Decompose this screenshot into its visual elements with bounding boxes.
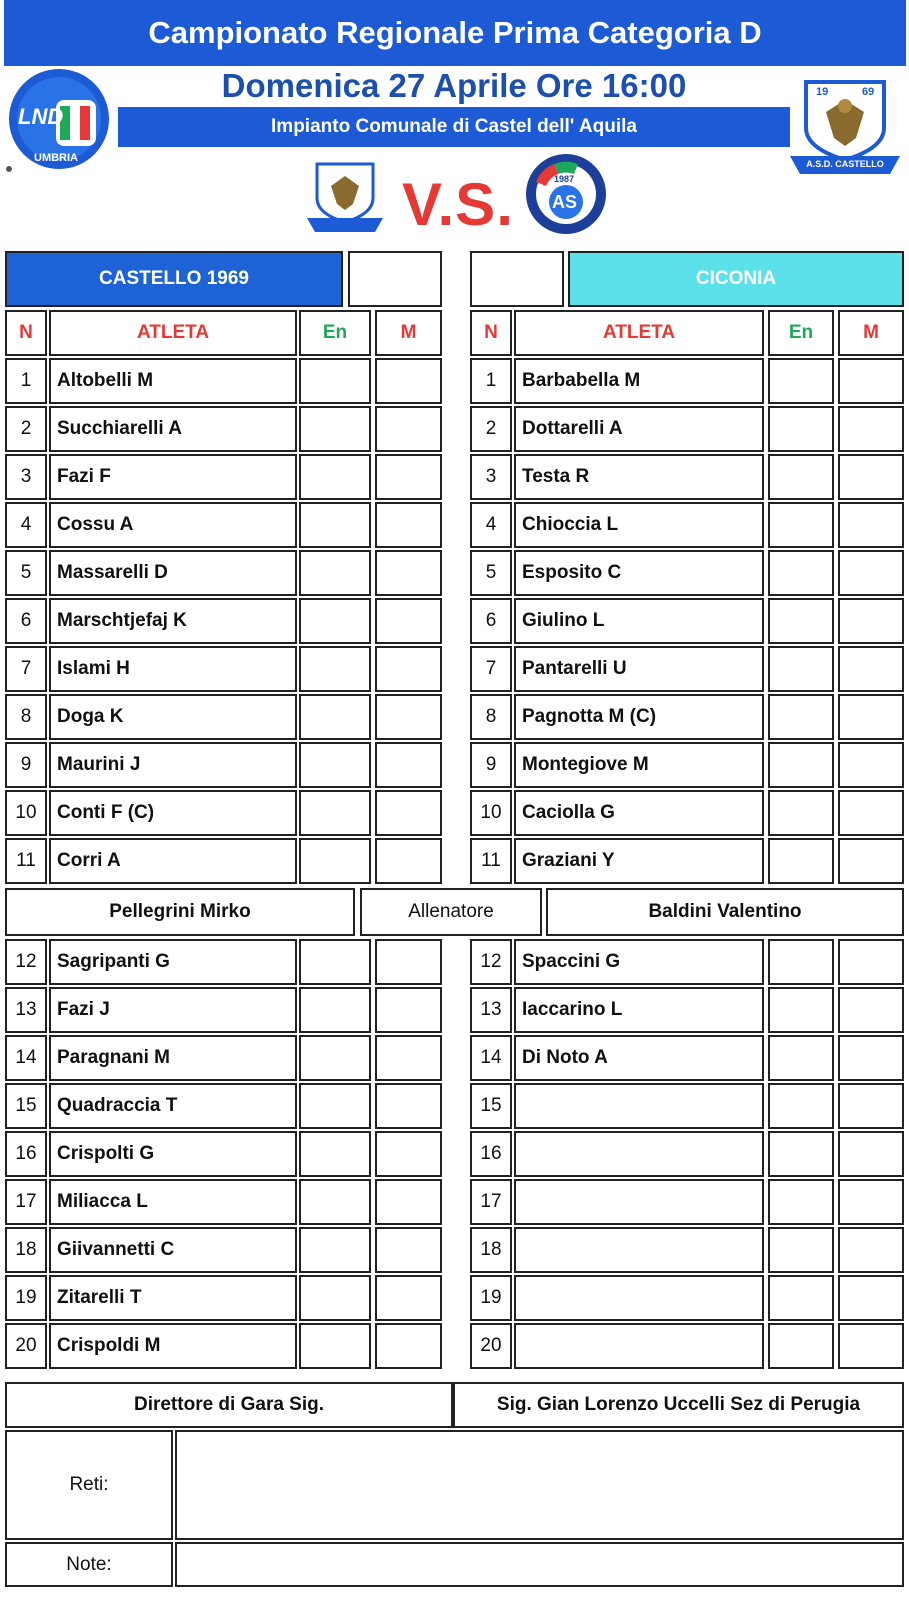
player-name: Chioccia L <box>522 514 619 535</box>
away-row-number-cell <box>470 598 512 644</box>
home-entry-cell[interactable] <box>299 454 371 500</box>
home-minute-cell[interactable] <box>375 454 442 500</box>
away-player-name-cell <box>514 1035 764 1081</box>
player-name <box>516 1133 762 1175</box>
header-m-label: M <box>863 322 879 343</box>
away-coach-box <box>546 888 904 936</box>
away-player-name-cell <box>514 646 764 692</box>
notes-field[interactable] <box>175 1542 904 1587</box>
away-minute-cell[interactable] <box>838 790 904 836</box>
player-name: Giulino L <box>522 610 605 631</box>
player-name: Cossu A <box>57 514 134 535</box>
away-player-name-cell <box>514 1131 764 1177</box>
home-entry-cell[interactable] <box>299 1179 371 1225</box>
crest-year-left: 19 <box>816 86 829 98</box>
home-row-number-cell <box>5 939 47 985</box>
player-name <box>516 1277 762 1319</box>
ciconia-initials: AS <box>552 192 578 212</box>
home-entry-cell[interactable] <box>299 694 371 740</box>
away-row-number-cell <box>470 742 512 788</box>
row-number: 17 <box>15 1191 37 1212</box>
coach-label: Allenatore <box>408 901 494 922</box>
home-player-name-cell <box>49 1227 297 1273</box>
home-minute-cell[interactable] <box>375 1323 442 1369</box>
away-header-m <box>838 310 904 356</box>
row-number: 18 <box>480 1239 502 1260</box>
home-minute-cell[interactable] <box>375 742 442 788</box>
home-minute-cell[interactable] <box>375 598 442 644</box>
row-number: 10 <box>15 802 37 823</box>
away-minute-cell[interactable] <box>838 1083 904 1129</box>
player-name: Paragnani M <box>57 1047 170 1068</box>
home-minute-cell[interactable] <box>375 1035 442 1081</box>
player-name: Corri A <box>57 850 121 871</box>
home-row-number-cell <box>5 646 47 692</box>
row-number: 7 <box>485 658 497 679</box>
away-row-number-cell <box>470 1083 512 1129</box>
away-minute-cell[interactable] <box>838 694 904 740</box>
away-row-number-cell <box>470 646 512 692</box>
player-name <box>516 1325 762 1367</box>
player-name: Pagnotta M (C) <box>522 706 657 727</box>
away-entry-cell[interactable] <box>768 1179 834 1225</box>
referee-value-box <box>453 1382 904 1428</box>
home-player-name-cell <box>49 406 297 452</box>
away-entry-cell[interactable] <box>768 1083 834 1129</box>
player-name: Esposito C <box>522 562 622 583</box>
player-name: Crispolti G <box>57 1143 155 1164</box>
player-name: Quadraccia T <box>57 1095 178 1116</box>
home-row-number-cell <box>5 742 47 788</box>
away-row-number-cell <box>470 1131 512 1177</box>
home-entry-cell[interactable] <box>299 358 371 404</box>
player-name: Islami H <box>57 658 130 679</box>
away-minute-cell[interactable] <box>838 406 904 452</box>
away-minute-cell[interactable] <box>838 742 904 788</box>
home-player-name-cell <box>49 1083 297 1129</box>
away-row-number-cell <box>470 358 512 404</box>
row-number: 8 <box>485 706 497 727</box>
home-row-number-cell <box>5 1227 47 1273</box>
player-name <box>516 1229 762 1271</box>
away-row-number-cell <box>470 1323 512 1369</box>
header-atleta-label: ATLETA <box>136 322 210 343</box>
home-row-number-cell <box>5 598 47 644</box>
player-name: Pantarelli U <box>522 658 627 679</box>
home-coach-box <box>5 888 355 936</box>
away-player-name-cell <box>514 838 764 884</box>
home-entry-cell[interactable] <box>299 790 371 836</box>
home-player-name-cell <box>49 1035 297 1081</box>
away-row-number-cell <box>470 550 512 596</box>
player-name: Crispoldi M <box>57 1335 161 1356</box>
away-entry-cell[interactable] <box>768 1275 834 1321</box>
home-minute-cell[interactable] <box>375 838 442 884</box>
home-row-number-cell <box>5 502 47 548</box>
player-name: Giivannetti C <box>57 1239 175 1260</box>
away-player-name-cell <box>514 694 764 740</box>
row-number: 2 <box>20 418 32 439</box>
away-row-number-cell <box>470 1179 512 1225</box>
away-entry-cell[interactable] <box>768 987 834 1033</box>
row-number: 7 <box>20 658 32 679</box>
away-row-number-cell <box>470 1035 512 1081</box>
row-number: 14 <box>480 1047 502 1068</box>
lnd-region-text: UMBRIA <box>34 152 78 164</box>
away-row-number-cell <box>470 502 512 548</box>
away-minute-cell[interactable] <box>838 1131 904 1177</box>
player-name: Conti F (C) <box>57 802 155 823</box>
away-entry-cell[interactable] <box>768 1131 834 1177</box>
home-player-name-cell <box>49 502 297 548</box>
player-name <box>516 1181 762 1223</box>
row-number: 13 <box>15 999 37 1020</box>
row-number: 1 <box>485 370 497 391</box>
home-entry-cell[interactable] <box>299 1083 371 1129</box>
away-score-box <box>470 251 564 307</box>
home-entry-cell[interactable] <box>299 406 371 452</box>
away-row-number-cell <box>470 1227 512 1273</box>
away-minute-cell[interactable] <box>838 987 904 1033</box>
row-number: 4 <box>20 514 32 535</box>
away-player-name-cell <box>514 502 764 548</box>
row-number: 16 <box>15 1143 37 1164</box>
away-row-number-cell <box>470 987 512 1033</box>
away-entry-cell[interactable] <box>768 502 834 548</box>
home-header-n <box>5 310 47 356</box>
away-player-name-cell <box>514 406 764 452</box>
home-row-number-cell <box>5 694 47 740</box>
header-m-label: M <box>400 322 417 343</box>
away-entry-cell[interactable] <box>768 1323 834 1369</box>
row-number: 9 <box>20 754 32 775</box>
away-header-en <box>768 310 834 356</box>
home-row-number-cell <box>5 1131 47 1177</box>
player-name: Montegiove M <box>522 754 649 775</box>
row-number: 1 <box>20 370 32 391</box>
home-player-name-cell <box>49 694 297 740</box>
away-minute-cell[interactable] <box>838 838 904 884</box>
header-n-label: N <box>484 322 498 343</box>
away-minute-cell[interactable] <box>838 358 904 404</box>
referee-name: Sig. Gian Lorenzo Uccelli Sez di Perugia <box>496 1394 861 1415</box>
home-row-number-cell <box>5 1323 47 1369</box>
away-player-name-cell <box>514 358 764 404</box>
home-entry-cell[interactable] <box>299 1323 371 1369</box>
home-player-name-cell <box>49 1323 297 1369</box>
row-number: 11 <box>481 850 501 871</box>
lnd-logo-text: LND <box>18 104 64 129</box>
home-team-name: CASTELLO 1969 <box>99 268 249 289</box>
away-header-n <box>470 310 512 356</box>
away-minute-cell[interactable] <box>838 1179 904 1225</box>
away-entry-cell[interactable] <box>768 358 834 404</box>
row-number: 4 <box>485 514 497 535</box>
away-player-name-cell <box>514 1227 764 1273</box>
player-name: Massarelli D <box>57 562 168 583</box>
home-row-number-cell <box>5 358 47 404</box>
player-name: Caciolla G <box>522 802 615 823</box>
away-player-name-cell <box>514 1323 764 1369</box>
home-player-name-cell <box>49 987 297 1033</box>
away-minute-cell[interactable] <box>838 646 904 692</box>
home-minute-cell[interactable] <box>375 406 442 452</box>
home-entry-cell[interactable] <box>299 838 371 884</box>
referee-label: Direttore di Gara Sig. <box>133 1394 325 1415</box>
home-entry-cell[interactable] <box>299 939 371 985</box>
away-minute-cell[interactable] <box>838 1035 904 1081</box>
home-entry-cell[interactable] <box>299 1035 371 1081</box>
away-minute-cell[interactable] <box>838 1227 904 1273</box>
away-header-atleta <box>514 310 764 356</box>
lnd-umbria-logo <box>4 66 114 176</box>
header-n-label: N <box>19 322 33 343</box>
home-header-m <box>375 310 442 356</box>
row-number: 6 <box>485 610 497 631</box>
away-entry-cell[interactable] <box>768 598 834 644</box>
away-row-number-cell <box>470 406 512 452</box>
away-coach-name: Baldini Valentino <box>648 901 802 922</box>
player-name: Marschtjefaj K <box>57 610 187 631</box>
row-number: 20 <box>15 1335 37 1356</box>
home-row-number-cell <box>5 1035 47 1081</box>
goals-field[interactable] <box>175 1430 904 1540</box>
home-player-name-cell <box>49 1275 297 1321</box>
home-minute-cell[interactable] <box>375 1083 442 1129</box>
player-name: Altobelli M <box>57 370 154 391</box>
home-player-name-cell <box>49 1131 297 1177</box>
away-player-name-cell <box>514 550 764 596</box>
home-row-number-cell <box>5 454 47 500</box>
row-number: 18 <box>15 1239 37 1260</box>
away-player-name-cell <box>514 1179 764 1225</box>
player-name: Maurini J <box>57 754 141 775</box>
player-name: Doga K <box>57 706 124 727</box>
home-minute-cell[interactable] <box>375 790 442 836</box>
away-entry-cell[interactable] <box>768 838 834 884</box>
away-entry-cell[interactable] <box>768 742 834 788</box>
match-venue: Impianto Comunale di Castel dell' Aquila <box>118 107 790 147</box>
player-name: Succhiarelli A <box>57 418 182 439</box>
away-minute-cell[interactable] <box>838 454 904 500</box>
away-entry-cell[interactable] <box>768 646 834 692</box>
row-number: 13 <box>480 999 502 1020</box>
away-player-name-cell <box>514 1083 764 1129</box>
referee-label-box <box>5 1382 453 1428</box>
header-atleta-label: ATLETA <box>602 322 676 343</box>
away-player-name-cell <box>514 939 764 985</box>
home-player-name-cell <box>49 646 297 692</box>
row-number: 20 <box>480 1335 502 1356</box>
row-number: 6 <box>20 610 32 631</box>
home-player-name-cell <box>49 1179 297 1225</box>
player-name: Dottarelli A <box>522 418 623 439</box>
home-player-name-cell <box>49 454 297 500</box>
home-minute-cell[interactable] <box>375 987 442 1033</box>
away-player-name-cell <box>514 598 764 644</box>
away-entry-cell[interactable] <box>768 454 834 500</box>
home-header-en <box>299 310 371 356</box>
row-number: 12 <box>15 951 37 972</box>
away-player-name-cell <box>514 742 764 788</box>
home-minute-cell[interactable] <box>375 502 442 548</box>
row-number: 12 <box>480 951 502 972</box>
away-minute-cell[interactable] <box>838 1323 904 1369</box>
home-score-box <box>348 251 442 307</box>
row-number: 15 <box>480 1095 502 1116</box>
away-minute-cell[interactable] <box>838 1275 904 1321</box>
away-row-number-cell <box>470 939 512 985</box>
away-row-number-cell <box>470 790 512 836</box>
home-entry-cell[interactable] <box>299 550 371 596</box>
row-number: 17 <box>480 1191 502 1212</box>
home-player-name-cell <box>49 742 297 788</box>
home-player-name-cell <box>49 838 297 884</box>
home-player-name-cell <box>49 790 297 836</box>
match-date: Domenica 27 Aprile Ore 16:00 <box>221 67 687 104</box>
header-en-label: En <box>322 322 348 343</box>
home-minute-cell[interactable] <box>375 646 442 692</box>
goals-label: Reti: <box>69 1474 109 1495</box>
versus-label: V.S. <box>402 171 514 238</box>
home-minute-cell[interactable] <box>375 1227 442 1273</box>
castello-crest-large <box>786 76 904 178</box>
notes-label-box <box>5 1542 173 1587</box>
player-name: Testa R <box>522 466 590 487</box>
home-coach-name: Pellegrini Mirko <box>109 901 251 922</box>
row-number: 3 <box>485 466 497 487</box>
row-number: 5 <box>20 562 32 583</box>
away-team-name: CICONIA <box>695 268 777 289</box>
home-minute-cell[interactable] <box>375 1131 442 1177</box>
away-entry-cell[interactable] <box>768 1227 834 1273</box>
row-number: 11 <box>16 850 36 871</box>
away-minute-cell[interactable] <box>838 598 904 644</box>
home-minute-cell[interactable] <box>375 1179 442 1225</box>
player-name: Fazi F <box>57 466 111 487</box>
away-player-name-cell <box>514 1275 764 1321</box>
home-entry-cell[interactable] <box>299 1275 371 1321</box>
player-name: Zitarelli T <box>57 1287 142 1308</box>
home-row-number-cell <box>5 406 47 452</box>
away-player-name-cell <box>514 790 764 836</box>
player-name: Di Noto A <box>522 1047 608 1068</box>
home-row-number-cell <box>5 1275 47 1321</box>
away-minute-cell[interactable] <box>838 939 904 985</box>
home-player-name-cell <box>49 550 297 596</box>
away-entry-cell[interactable] <box>768 939 834 985</box>
away-entry-cell[interactable] <box>768 1035 834 1081</box>
player-name: Sagripanti G <box>57 951 170 972</box>
away-entry-cell[interactable] <box>768 694 834 740</box>
player-name: Barbabella M <box>522 370 641 391</box>
player-name: Fazi J <box>57 999 110 1020</box>
row-number: 3 <box>20 466 32 487</box>
row-number: 14 <box>15 1047 37 1068</box>
row-number: 19 <box>15 1287 37 1308</box>
home-entry-cell[interactable] <box>299 742 371 788</box>
home-entry-cell[interactable] <box>299 1131 371 1177</box>
player-name <box>516 1085 762 1127</box>
home-minute-cell[interactable] <box>375 358 442 404</box>
away-entry-cell[interactable] <box>768 790 834 836</box>
home-player-name-cell <box>49 598 297 644</box>
home-header-atleta <box>49 310 297 356</box>
home-row-number-cell <box>5 1179 47 1225</box>
home-entry-cell[interactable] <box>299 1227 371 1273</box>
away-row-number-cell <box>470 694 512 740</box>
player-name: Iaccarino L <box>522 999 623 1020</box>
crest-year-right: 69 <box>862 86 875 98</box>
competition-title: Campionato Regionale Prima Categoria D <box>4 0 906 66</box>
home-minute-cell[interactable] <box>375 939 442 985</box>
row-number: 5 <box>485 562 497 583</box>
home-entry-cell[interactable] <box>299 502 371 548</box>
coach-label-box <box>360 888 542 936</box>
row-number: 15 <box>15 1095 37 1116</box>
home-minute-cell[interactable] <box>375 694 442 740</box>
home-entry-cell[interactable] <box>299 987 371 1033</box>
away-row-number-cell <box>470 1275 512 1321</box>
away-team-name-box <box>568 251 904 307</box>
home-row-number-cell <box>5 790 47 836</box>
player-name: Graziani Y <box>522 850 615 871</box>
ciconia-year: 1987 <box>554 174 575 184</box>
goals-label-box <box>5 1430 173 1540</box>
castello-crest-small <box>305 160 385 236</box>
player-name: Spaccini G <box>522 951 621 972</box>
row-number: 10 <box>480 802 502 823</box>
home-row-number-cell <box>5 987 47 1033</box>
home-team-name-box <box>5 251 343 307</box>
home-row-number-cell <box>5 838 47 884</box>
home-minute-cell[interactable] <box>375 1275 442 1321</box>
row-number: 9 <box>485 754 497 775</box>
away-minute-cell[interactable] <box>838 502 904 548</box>
notes-label: Note: <box>66 1553 112 1575</box>
row-number: 19 <box>480 1287 502 1308</box>
row-number: 16 <box>480 1143 502 1164</box>
away-row-number-cell <box>470 454 512 500</box>
home-player-name-cell <box>49 939 297 985</box>
row-number: 2 <box>485 418 497 439</box>
crest-name: A.S.D. CASTELLO <box>806 159 884 169</box>
home-entry-cell[interactable] <box>299 598 371 644</box>
home-entry-cell[interactable] <box>299 646 371 692</box>
home-player-name-cell <box>49 358 297 404</box>
away-minute-cell[interactable] <box>838 550 904 596</box>
away-row-number-cell <box>470 838 512 884</box>
away-entry-cell[interactable] <box>768 406 834 452</box>
home-minute-cell[interactable] <box>375 550 442 596</box>
ciconia-badge <box>524 152 608 236</box>
away-entry-cell[interactable] <box>768 550 834 596</box>
header-en-label: En <box>788 322 814 343</box>
home-row-number-cell <box>5 1083 47 1129</box>
row-number: 8 <box>20 706 32 727</box>
home-row-number-cell <box>5 550 47 596</box>
away-player-name-cell <box>514 987 764 1033</box>
player-name: Miliacca L <box>57 1191 148 1212</box>
away-player-name-cell <box>514 454 764 500</box>
